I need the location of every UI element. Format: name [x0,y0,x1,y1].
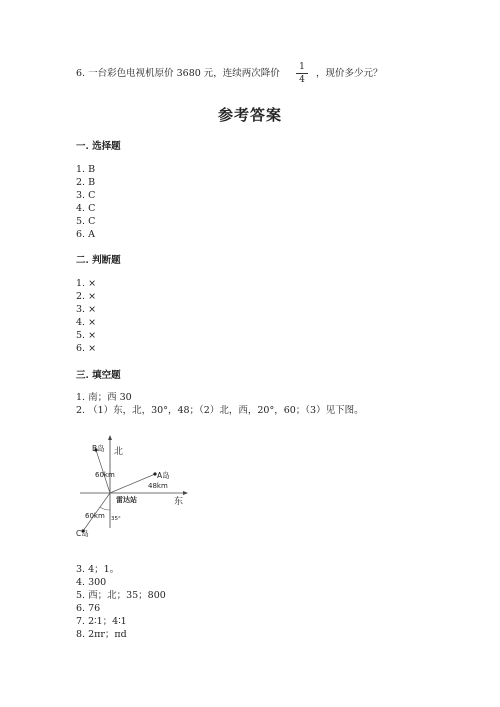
list-item: 2. B [76,177,96,188]
b-distance-label: 60km [95,471,115,479]
c-island-label: C岛 [76,529,89,538]
a-distance-label: 48km [148,482,168,490]
list-item: 3. × [76,304,97,315]
a-island-label: A岛 [157,471,170,480]
fill-answer-list-top [76,391,364,417]
list-item: 6. 76 [76,603,101,614]
section-heading-fill: 三. 填空题 [76,370,121,381]
question-6-text: 6. 一台彩色电视机原价 3680 元，连续两次降价 [76,68,280,79]
list-item: 4. 300 [76,577,107,588]
list-item: 2. × [76,291,97,302]
fraction-denominator: 4 [299,75,305,85]
north-label: 北 [114,447,124,457]
c-distance-label: 60km [85,512,105,520]
list-item: 2. （1）东，北，30°，48；（2）北，西，20°，60；（3）见下图。 [76,405,364,416]
answers-title: 参考答案 [217,106,282,124]
choice-answer-list [76,163,95,241]
list-item: 1. × [76,278,97,289]
list-item: 5. C [76,216,96,227]
list-item: 5. × [76,330,97,341]
list-item: 1. B [76,164,96,175]
list-item: 6. A [76,229,95,240]
section-heading-judge: 二. 判断题 [76,255,121,266]
radar-station-label: 雷达站 [116,496,137,504]
b-island-label: B岛 [92,444,105,453]
judge-answer-list [76,277,96,355]
list-item: 1. 南；西 30 [76,392,132,403]
list-item: 4. C [76,203,96,214]
fill-answer-list-bottom [76,563,166,641]
fraction-one-quarter [296,62,308,85]
section-heading-choice: 一. 选择题 [76,141,121,152]
fraction-bar [296,73,308,74]
east-arrowhead [183,491,188,495]
list-item: 4. × [76,317,97,328]
list-item: 8. 2πr；πd [76,629,127,640]
radar-direction-diagram [76,430,196,545]
list-item: 6. × [76,343,97,354]
list-item: 7. 2∶1；4∶1 [76,616,127,627]
list-item: 5. 西；北；35；800 [76,590,166,601]
east-label: 东 [174,497,184,507]
angle-arc [100,507,110,510]
list-item: 3. 4；1。 [76,564,120,575]
list-item: 3. C [76,190,96,201]
north-arrowhead [108,435,112,440]
question-6-suffix: ，现价多少元？ [316,68,383,79]
fraction-numerator: 1 [299,62,305,72]
c-angle-label: 35° [111,516,121,522]
